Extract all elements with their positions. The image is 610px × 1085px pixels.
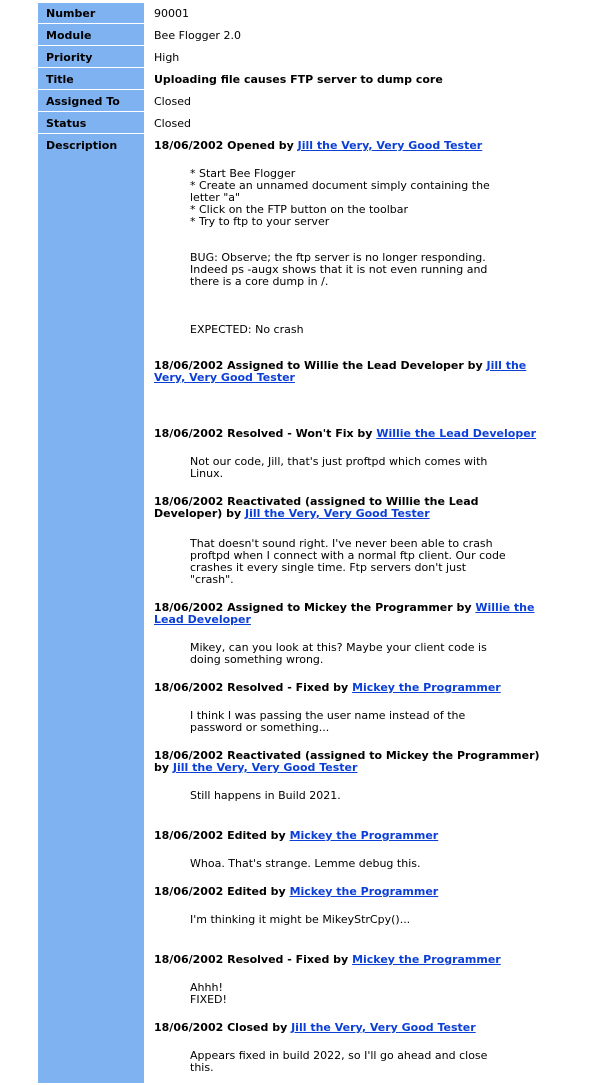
- history-entry-body: Mikey, can you look at this? Maybe your client code is doing something wrong.: [190, 641, 487, 666]
- title-label: Title: [38, 69, 144, 90]
- history-entry-action: 18/06/2002 Resolved - Fixed by: [154, 681, 353, 694]
- history-entry-body: Not our code, Jill, that's just proftpd which comes with Linux.: [190, 455, 488, 480]
- history-entry-header: [154, 886, 544, 898]
- number-value: 90001: [154, 7, 189, 20]
- history-entry-body: Ahhh! FIXED!: [190, 981, 227, 1006]
- history-entry-header: [154, 360, 544, 384]
- history-entry-body: Still happens in Build 2021.: [190, 789, 341, 802]
- history-entry-body: Appears fixed in build 2022, so I'll go ahead and close this.: [190, 1049, 488, 1074]
- module-label: Module: [38, 25, 144, 46]
- history-entry-action: 18/06/2002 Edited by: [154, 885, 290, 898]
- status-value: Closed: [154, 117, 191, 130]
- history-entry-body: I think I was passing the user name instead of the password or something...: [190, 709, 466, 734]
- history-entry-body: That doesn't sound right. I've never been able to crash proftpd when I connect with a normal ftp client. Our code crashes it every single time. Ftp servers don't just "crash".: [190, 537, 506, 586]
- history-entry-header: [154, 496, 544, 520]
- history-entry-action: 18/06/2002 Resolved - Won't Fix by: [154, 427, 377, 440]
- history-entry-action: 18/06/2002 Reactivated (assigned to Mickey the Programmer) by: [154, 749, 540, 774]
- history-entry-action: 18/06/2002 Closed by: [154, 1021, 292, 1034]
- history-entry-header: [154, 954, 544, 966]
- label-column: [38, 3, 144, 1083]
- status-label: Status: [38, 113, 144, 134]
- history-entry-header: [154, 428, 544, 440]
- description-label: Description: [46, 139, 118, 152]
- user-link[interactable]: Willie the Lead Developer: [154, 601, 535, 626]
- history-entry-header: [154, 602, 544, 626]
- history-entry-body: I'm thinking it might be MikeyStrCpy()...: [190, 913, 411, 926]
- history-entry-body: Whoa. That's strange. Lemme debug this.: [190, 857, 421, 870]
- assigned-to-label: Assigned To: [38, 91, 144, 112]
- user-link[interactable]: Mickey the Programmer: [352, 681, 501, 694]
- history-entry-action: 18/06/2002 Assigned to Mickey the Programmer by: [154, 601, 476, 614]
- user-link[interactable]: Jill the Very, Very Good Tester: [172, 761, 358, 774]
- history-entry-header: [154, 140, 544, 152]
- assigned-to-value: Closed: [154, 95, 191, 108]
- user-link[interactable]: Mickey the Programmer: [352, 953, 501, 966]
- history-entry-header: [154, 750, 544, 774]
- history-entry-action: 18/06/2002 Resolved - Fixed by: [154, 953, 353, 966]
- user-link[interactable]: Jill the Very, Very Good Tester: [297, 139, 483, 152]
- user-link[interactable]: Mickey the Programmer: [289, 829, 439, 842]
- user-link[interactable]: Jill the Very, Very Good Tester: [291, 1021, 476, 1034]
- history-entry-body: * Start Bee Flogger * Create an unnamed document simply containing the letter "a" * Click on the FTP button on the toolbar * Try to ftp to your server BUG: Observe; the ftp server is no longer responding. Indeed ps -augx shows that it is not even running and there is a core dump in /. EXPECTED: No crash: [190, 167, 490, 336]
- history-entry-action: 18/06/2002 Assigned to Willie the Lead Developer by: [154, 359, 487, 372]
- priority-value: High: [154, 51, 180, 64]
- title-value: Uploading file causes FTP server to dump core: [154, 73, 443, 86]
- number-label: Number: [38, 3, 144, 24]
- history-entry-action: 18/06/2002 Reactivated (assigned to Willie the Lead Developer) by: [154, 495, 479, 520]
- user-link[interactable]: Jill the Very, Very Good Tester: [245, 507, 430, 520]
- user-link[interactable]: Jill the Very, Very Good Tester: [154, 359, 527, 384]
- user-link[interactable]: Mickey the Programmer: [289, 885, 439, 898]
- history-entry-action: 18/06/2002 Opened by: [154, 139, 298, 152]
- priority-label: Priority: [38, 47, 144, 68]
- user-link[interactable]: Willie the Lead Developer: [376, 427, 537, 440]
- history-entry-action: 18/06/2002 Edited by: [154, 829, 290, 842]
- history-entry-header: [154, 830, 544, 842]
- history-entry-header: [154, 682, 544, 694]
- history-entry-header: [154, 1022, 544, 1034]
- module-value: Bee Flogger 2.0: [154, 29, 241, 42]
